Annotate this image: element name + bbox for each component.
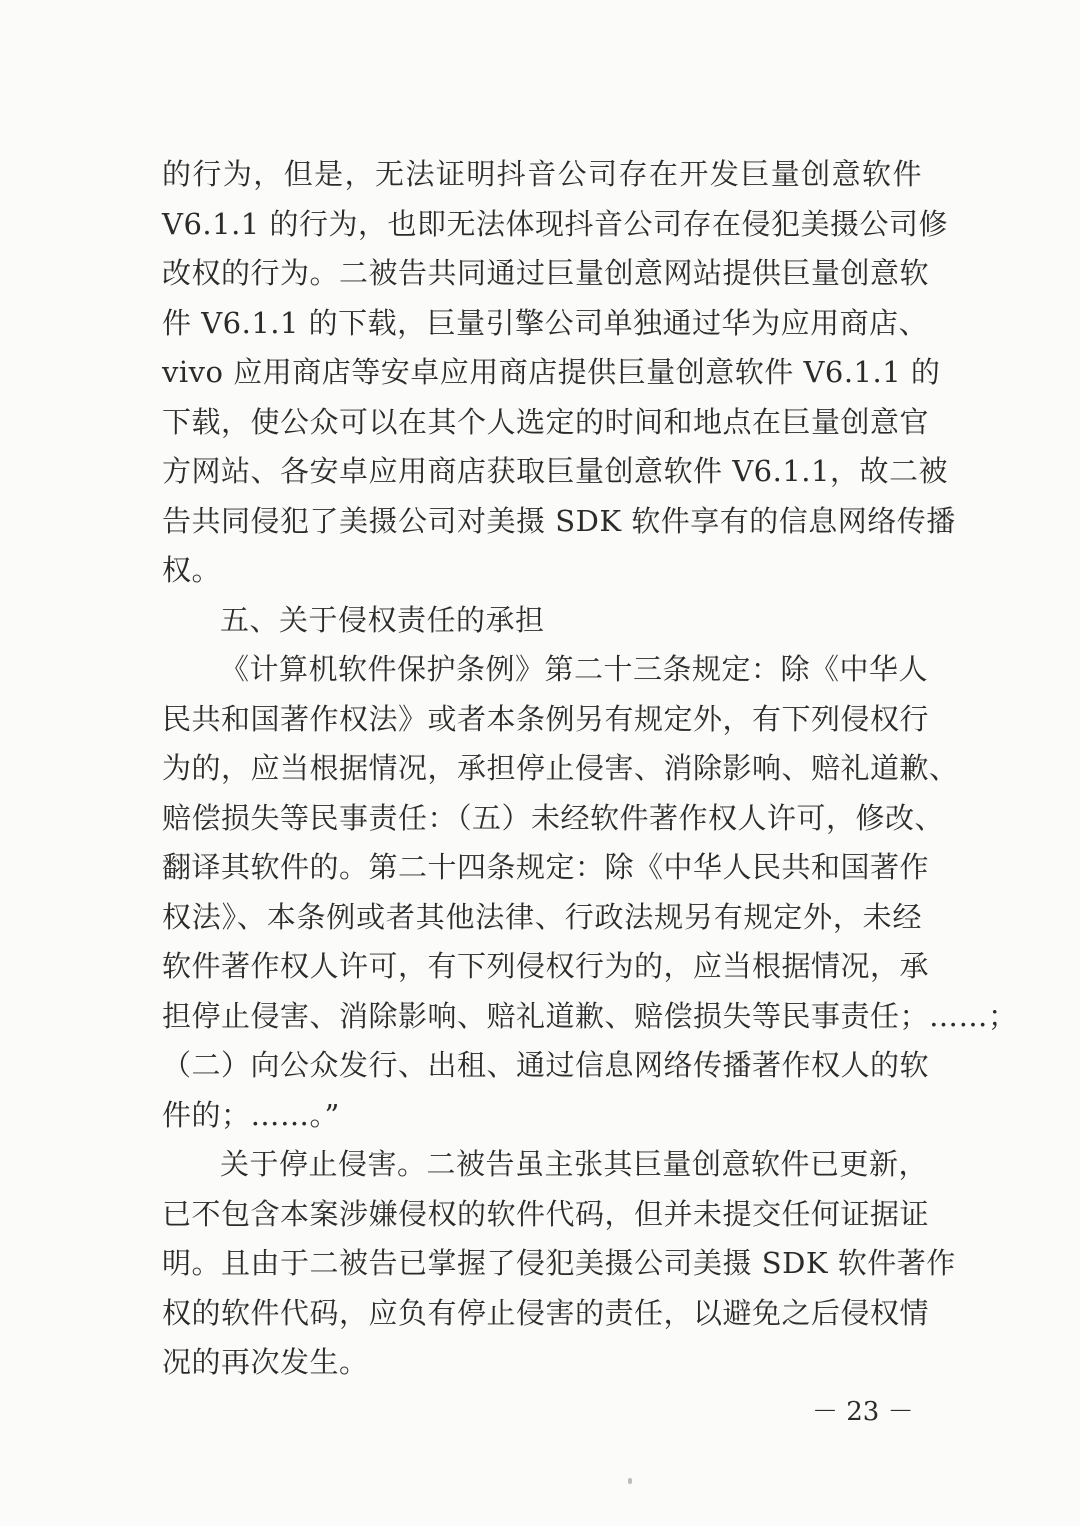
text-line: 明。且由于二被告已掌握了侵犯美摄公司美摄 SDK 软件著作 [162,1246,956,1280]
text-line: 况的再次发生。 [162,1345,369,1379]
body-text [162,150,1018,1388]
text-line: （二）向公众发行、出租、通过信息网络传播著作权人的软 [162,1048,930,1082]
section-heading: 五、关于侵权责任的承担 [220,602,545,637]
scan-speck [628,1478,632,1484]
text-line: 改权的行为。二被告共同通过巨量创意网站提供巨量创意软 [162,256,930,290]
text-line: 方网站、各安卓应用商店获取巨量创意软件 V6.1.1，故二被 [162,454,948,488]
text-line: 担停止侵害、消除影响、赔礼道歉、赔偿损失等民事责任；……； [162,998,1018,1033]
text-line: 下载，使公众可以在其个人选定的时间和地点在巨量创意官 [162,404,930,439]
text-line: 关于停止侵害。二被告虽主张其巨量创意软件已更新， [220,1147,929,1181]
text-line: 民共和国著作权法》或者本条例另有规定外，有下列侵权行 [162,701,930,736]
text-line: 软件著作权人许可，有下列侵权行为的，应当根据情况，承 [162,949,930,983]
text-line: 权的软件代码，应负有停止侵害的责任，以避免之后侵权情 [162,1295,930,1330]
text-line: 的行为，但是，无法证明抖音公司存在开发巨量创意软件 [162,157,922,191]
text-line: 告共同侵犯了美摄公司对美摄 SDK 软件享有的信息网络传播 [162,503,956,538]
page-number: － 23 － [812,1397,914,1427]
text-line: 翻译其软件的。第二十四条规定：除《中华人民共和国著作 [162,850,930,884]
text-line: 赔偿损失等民事责任：（五）未经软件著作权人许可，修改、 [162,800,945,835]
text-line: 已不包含本案涉嫌侵权的软件代码，但并未提交任何证据证 [162,1196,930,1231]
text-line: 件的；……。” [162,1097,340,1132]
text-line: 权法》、本条例或者其他法律、行政法规另有规定外，未经 [162,899,922,934]
text-line: vivo 应用商店等安卓应用商店提供巨量创意软件 V6.1.1 的 [162,355,941,389]
text-line: V6.1.1 的行为，也即无法体现抖音公司存在侵犯美摄公司修 [162,206,948,241]
text-line: 权。 [162,553,222,587]
text-line: 《计算机软件保护条例》第二十三条规定：除《中华人 [220,652,929,686]
text-line: 件 V6.1.1 的下载，巨量引擎公司单独通过华为应用商店、 [162,305,929,340]
text-line: 为的，应当根据情况，承担停止侵害、消除影响、赔礼道歉、 [162,751,959,785]
